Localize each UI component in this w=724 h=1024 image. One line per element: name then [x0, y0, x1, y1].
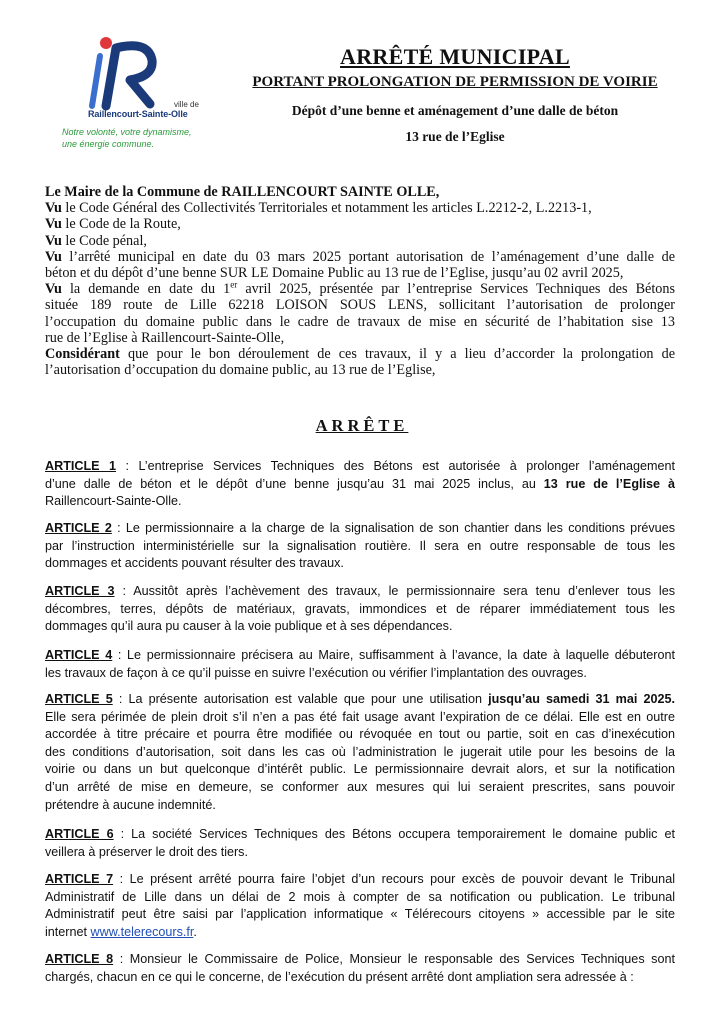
document-title: ARRÊTÉ MUNICIPAL	[340, 44, 570, 69]
article-1-line1	[45, 458, 675, 476]
article-5-line1	[45, 691, 675, 709]
preamble-considerant-line1	[45, 346, 675, 362]
article-7-text-1: : Le présent arrêté pourra faire l’objet d’un recours pour excès de pouvoir devant le Tribunal	[113, 872, 675, 886]
article-2-text-1: : Le permissionnaire a la charge de la signalisation de son chantier dans les conditions prévues	[111, 521, 675, 535]
article-6-text-1: : La société Services Techniques des Bétons occupera temporairement le domaine public et	[113, 827, 675, 841]
considerant-label: Considérant	[45, 346, 120, 363]
article-1-label: ARTICLE 1	[45, 459, 117, 473]
article-6-line1	[45, 826, 675, 844]
preamble-vu-2	[45, 216, 675, 232]
article-5-line4: des conditions d’autorisation, soit dans les cas où l’administration le jugerait utile pour les besoins de la	[45, 744, 675, 759]
article-7-line4	[45, 924, 675, 942]
telerecours-link[interactable]: www.telerecours.fr	[90, 924, 194, 939]
article-7-line2: Administratif de Lille dans un délai de 2 mois à compter de sa notification ou publication. Le tribunal	[45, 889, 675, 904]
preamble-vu-5-line2: située 189 route de Lille 62218 LOISON SOUS LENS, sollicitant l’autorisation de prolonger	[45, 297, 675, 314]
article-4-line1	[45, 647, 675, 665]
article-5-line7: prétendre à aucune indemnité.	[45, 797, 216, 812]
article-1-text-1: : L’entreprise Services Techniques des Bétons est autorisée à prolonger l’aménagement	[116, 459, 675, 473]
logo-town-name: Raillencourt-Sainte-Olle	[88, 109, 188, 119]
vu-2-text: le Code de la Route,	[61, 216, 181, 233]
preamble-vu-4-line1	[45, 249, 675, 265]
vu-label: Vu	[45, 216, 62, 233]
article-1-line2	[45, 476, 675, 494]
article-2-line3: dommages et accidents pouvant résulter des travaux.	[45, 556, 344, 571]
article-8-text-1: : Monsieur le Commissaire de Police, Monsieur le responsable des Services Techniques sont	[113, 952, 675, 966]
vu-label: Vu	[45, 200, 62, 217]
preamble-vu-3	[45, 233, 675, 249]
article-4-line2: les travaux de façon à ce qu’il puisse en suivre l’exécution ou vérifier l’implantation des ouvrages.	[45, 665, 587, 680]
article-3-line3: dommages qu’il aura pu causer à la voie publique et à ses dépendances.	[45, 619, 453, 634]
article-3-text-1: : Aussitôt après l’achèvement des travaux, le permissionnaire sera tenu d’enlever tous les	[114, 584, 675, 598]
article-3	[45, 583, 675, 636]
article-7-line3: Administratif peut être saisi par l’application informatique « Télérecours citoyens » accessible par le site	[45, 907, 675, 922]
article-2-label: ARTICLE 2	[45, 521, 112, 535]
municipal-logo	[58, 34, 218, 164]
article-5-line3: accordée à titre précaire et pourra être modifiée ou révoquée en tout ou partie, soit en cas d’inexécution	[45, 727, 675, 742]
ir-logo-mark-icon	[78, 34, 168, 112]
article-4-text-1: : Le permissionnaire précisera au Maire, suffisamment à l’avance, la date à laquelle débuteront	[112, 648, 675, 662]
article-7-line1	[45, 871, 675, 889]
vu-5-text-1a: la demande en date du 1	[61, 281, 231, 298]
article-4-label: ARTICLE 4	[45, 648, 113, 662]
article-5-text-1b: jusqu’au samedi 31 mai 2025.	[488, 692, 675, 706]
preamble	[45, 184, 675, 378]
vu-1-text: le Code Général des Collectivités Territoriales et notamment les articles L.2212-2, L.2213-1,	[61, 200, 592, 217]
article-1	[45, 458, 675, 511]
vu-label: Vu	[45, 248, 62, 265]
vu-3-text: le Code pénal,	[61, 232, 147, 249]
article-5-label: ARTICLE 5	[45, 692, 113, 706]
article-5-line6: d’un arrêté de mise en demeure, se conformer aux mesures qui lui seraient prescrites, sans pouvoir	[45, 779, 675, 794]
article-8-label: ARTICLE 8	[45, 952, 114, 966]
preamble-vu-5-line1	[45, 281, 675, 297]
article-4	[45, 647, 675, 682]
preamble-vu-4-line2: béton et du dépôt d’une benne SUR LE Domaine Public au 13 rue de l’Eglise, jusqu’au 02 avril 2025,	[45, 265, 624, 282]
article-5-line5: voirie ou dans un but quelconque d’intérêt public. Le permissionnaire devrait alors, et sur la notification	[45, 762, 675, 777]
article-8-line1	[45, 951, 675, 969]
document-object: Dépôt d’une benne et aménagement d’une dalle de béton	[291, 103, 619, 118]
preamble-vu-5-line3: l’occupation du domaine public dans le cadre de travaux de mise en sécurité de l’habitation sise 13	[45, 313, 675, 330]
article-7-text-4a: internet	[45, 924, 91, 939]
document-subtitle: PORTANT PROLONGATION DE PERMISSION DE VOIRIE	[252, 74, 658, 90]
article-5	[45, 691, 675, 814]
vu-4-text-1: l’arrêté municipal en date du 03 mars 2025 portant autorisation de l’aménagement d’une dalle de	[61, 248, 675, 265]
article-7-label: ARTICLE 7	[45, 872, 114, 886]
article-7-text-4b: .	[193, 924, 197, 939]
article-7	[45, 871, 675, 941]
document-address: 13 rue de l’Eglise	[405, 129, 505, 144]
article-1-line3: Raillencourt-Sainte-Olle.	[45, 494, 182, 509]
preamble-considerant-line2: l’autorisation d’occupation du domaine public, au 13 rue de l’Eglise,	[45, 362, 436, 379]
vu-5-sup: er	[230, 279, 238, 290]
article-3-label: ARTICLE 3	[45, 584, 115, 598]
arrete-heading: ARRÊTE	[315, 416, 409, 435]
preamble-vu-1	[45, 200, 675, 216]
article-6-line2: veillera à préserver le droit des tiers.	[45, 844, 248, 859]
article-6-label: ARTICLE 6	[45, 827, 114, 841]
vu-label: Vu	[45, 232, 62, 249]
vu-5-text-1b: avril 2025, présentée par l’entreprise Services Techniques des Bétons	[237, 281, 676, 298]
article-5-text-1a: : La présente autorisation est valable que pour une utilisation	[112, 692, 489, 706]
logo-slogan-line2: une énergie commune.	[62, 139, 155, 149]
article-6	[45, 826, 675, 861]
article-5-line2: Elle sera périmée de plein droit s’il n’en a pas été fait usage avant l’expiration de ce délai. Elle est en outre	[45, 709, 675, 724]
preamble-maire: Le Maire de la Commune de RAILLENCOURT SAINTE OLLE,	[45, 184, 440, 200]
article-3-line1	[45, 583, 675, 601]
article-3-line2: décombres, terres, dépôts de matériaux, gravats, immondices et de réparer immédiatement tous les	[45, 601, 675, 616]
logo-ville-de: ville de	[174, 100, 199, 109]
article-2-line1	[45, 520, 675, 538]
vu-label: Vu	[45, 281, 62, 298]
preamble-vu-5-line4: rue de l’Eglise à Raillencourt-Sainte-Olle,	[45, 329, 285, 346]
article-8	[45, 951, 675, 986]
article-1-text-2b: 13 rue de l’Eglise à	[543, 476, 675, 491]
article-2	[45, 520, 675, 573]
article-8-line2: chargés, chacun en ce qui le concerne, de l’exécution du présent arrêté dont ampliation sera adressée à :	[45, 969, 634, 984]
considerant-text-1: que pour le bon déroulement de ces travaux, il y a lieu d’accorder la prolongation de	[119, 346, 675, 363]
article-2-line2: par l’instruction interministérielle sur la signalisation routière. Il sera en outre responsable de tous les	[45, 538, 675, 553]
article-1-text-2a: d’une dalle de béton et le dépôt d’une benne jusqu’au 31 mai 2025 inclus, au	[45, 476, 544, 491]
logo-slogan-line1: Notre volonté, votre dynamisme,	[62, 127, 192, 137]
